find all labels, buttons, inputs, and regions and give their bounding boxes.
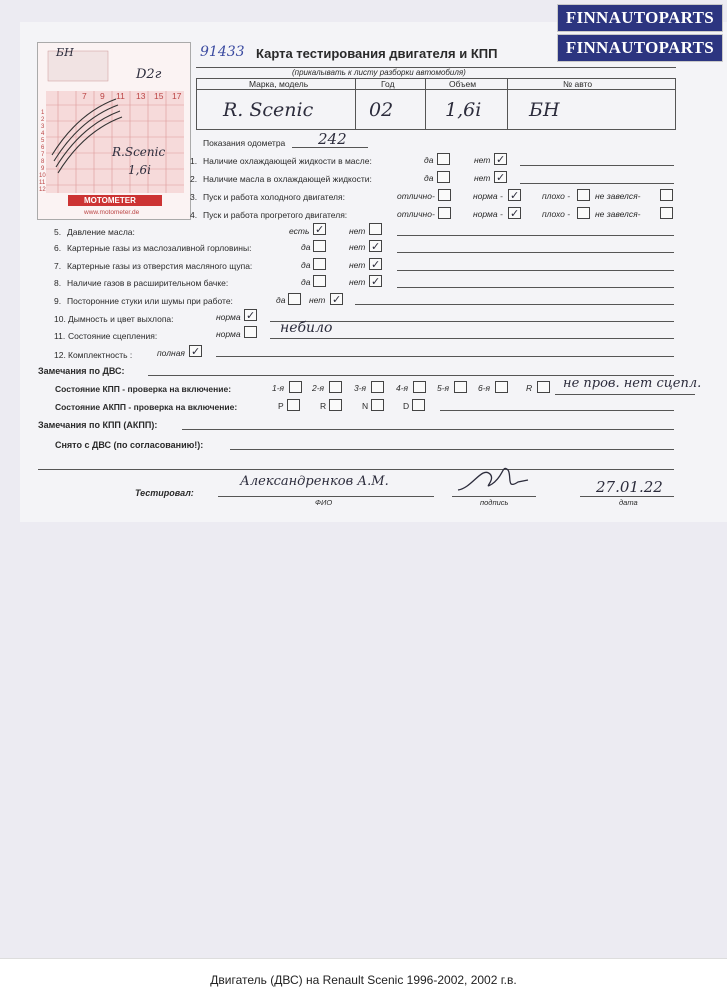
item-2-net-label: нет xyxy=(474,173,491,183)
item-1-number: 1. xyxy=(190,156,198,166)
fio-label: ФИО xyxy=(315,498,333,507)
item-9-net-checkbox[interactable] xyxy=(330,293,343,305)
item-5-net-checkbox[interactable] xyxy=(369,223,382,235)
gauge-scale-left-6: 6 xyxy=(41,145,45,151)
gauge-scale-17: 17 xyxy=(172,91,182,101)
item-4-ploho-checkbox[interactable] xyxy=(577,207,590,219)
item-7-net-label: нет xyxy=(349,260,366,270)
gauge-brand-logo: MOTOMETER xyxy=(84,196,136,205)
gauge-scale-7: 7 xyxy=(82,91,87,101)
item-2-number: 2. xyxy=(190,174,198,184)
akpp-label: Состояние АКПП - проверка на включение: xyxy=(55,402,238,412)
gauge-scale-11: 11 xyxy=(116,91,125,101)
item-6-net-label: нет xyxy=(349,242,366,252)
header-volume: Объем xyxy=(449,79,477,89)
item-8-line xyxy=(397,287,674,288)
checkmark-icon: ✓ xyxy=(510,207,520,220)
item-2-da-label: да xyxy=(424,173,434,183)
item-6-line xyxy=(397,252,674,253)
akpp-gear-n-checkbox[interactable] xyxy=(371,399,384,411)
gauge-scale-left-2: 2 xyxy=(41,117,45,123)
item-6-net-checkbox[interactable] xyxy=(369,240,382,252)
vehicle-table-divider-3 xyxy=(507,79,508,129)
item-11-norma-checkbox[interactable] xyxy=(244,326,257,338)
caption-bar xyxy=(0,958,727,1000)
gauge-scale-left-5: 5 xyxy=(41,138,45,144)
remarks-kpp-label: Замечания по КПП (АКПП): xyxy=(38,420,158,430)
item-7-net-checkbox[interactable] xyxy=(369,258,382,270)
section-rule xyxy=(38,469,674,470)
kpp-gear-6: 6-я xyxy=(478,383,491,393)
date-value: 27.01.22 xyxy=(596,478,663,496)
gauge-handwritten-model: R.Scenic xyxy=(112,145,166,159)
checkmark-icon: ✓ xyxy=(246,309,256,322)
checkmark-icon: ✓ xyxy=(496,153,506,166)
item-12-polnaya-label: полная xyxy=(157,348,185,358)
item-2-label: Наличие масла в охлаждающей жидкости: xyxy=(203,174,372,184)
akpp-line xyxy=(440,410,674,411)
vehicle-table-divider-2 xyxy=(425,79,426,129)
item-4-otlichno-label: отлично- xyxy=(397,209,435,219)
item-6-da-label: да xyxy=(301,242,311,252)
item-10-norma-label: норма xyxy=(216,312,241,322)
item-7-number: 7. xyxy=(54,261,62,271)
item-3-otlichno-label: отлично- xyxy=(397,191,435,201)
item-1-net-checkbox[interactable] xyxy=(494,153,507,165)
kpp-gear-1: 1-я xyxy=(272,383,285,393)
item-4-norma-checkbox[interactable] xyxy=(508,207,521,219)
date-label: дата xyxy=(619,498,638,507)
item-4-otlichno-checkbox[interactable] xyxy=(438,207,451,219)
removed-line xyxy=(230,449,674,450)
item-3-norma-checkbox[interactable] xyxy=(508,189,521,201)
gauge-handwritten-engine: 1,6i xyxy=(128,163,151,177)
akpp-gear-p-checkbox[interactable] xyxy=(287,399,300,411)
checkmark-icon: ✓ xyxy=(371,275,381,288)
gauge-scale-left-9: 9 xyxy=(41,166,45,172)
checkmark-icon: ✓ xyxy=(510,189,520,202)
checkmark-icon: ✓ xyxy=(496,171,506,184)
item-3-ploho-checkbox[interactable] xyxy=(577,189,590,201)
item-12-polnaya-checkbox[interactable] xyxy=(189,345,202,357)
item-4-norma-label: норма - xyxy=(473,209,503,219)
date-line xyxy=(580,496,674,497)
gauge-scale-left-10: 10 xyxy=(39,173,46,179)
item-4-ne-zavelsya-label: не завелся- xyxy=(595,209,641,219)
item-3-otlichno-checkbox[interactable] xyxy=(438,189,451,201)
item-9-da-label: да xyxy=(276,295,286,305)
item-2-da-checkbox[interactable] xyxy=(437,171,450,183)
vehicle-table xyxy=(196,78,676,130)
value-year: 02 xyxy=(369,99,394,121)
gauge-scale-left-7: 7 xyxy=(41,152,45,158)
item-3-norma-label: норма - xyxy=(473,191,503,201)
item-5-net-label: нет xyxy=(349,226,366,236)
vehicle-table-divider-1 xyxy=(355,79,356,129)
item-7-da-label: да xyxy=(301,260,311,270)
kpp-gear-3-checkbox[interactable] xyxy=(371,381,384,393)
header-auto-no: № авто xyxy=(563,79,593,89)
header-year: Год xyxy=(381,79,395,89)
gauge-scale-left-4: 4 xyxy=(41,131,45,137)
compression-gauge-card xyxy=(37,42,191,220)
removed-label: Снято с ДВС (по согласованию!): xyxy=(55,440,204,450)
item-9-line xyxy=(355,304,674,305)
kpp-label: Состояние КПП - проверка на включение: xyxy=(55,384,232,394)
kpp-gear-4-checkbox[interactable] xyxy=(413,381,426,393)
item-8-da-checkbox[interactable] xyxy=(313,275,326,287)
item-11-line xyxy=(270,338,674,339)
item-12-line xyxy=(216,356,674,357)
kpp-gear-2-checkbox[interactable] xyxy=(329,381,342,393)
akpp-gear-r-checkbox[interactable] xyxy=(329,399,342,411)
item-4-ploho-label: плохо - xyxy=(542,209,571,219)
signature-label: подпись xyxy=(480,498,509,507)
checkmark-icon: ✓ xyxy=(371,240,381,253)
fio-line xyxy=(218,496,434,497)
item-4-label: Пуск и работа прогретого двигателя: xyxy=(203,210,348,220)
item-9-number: 9. xyxy=(54,296,62,306)
item-11-norma-label: норма xyxy=(216,329,241,339)
form-number: 91433 xyxy=(200,44,245,60)
tested-label: Тестировал: xyxy=(135,488,194,498)
checkmark-icon: ✓ xyxy=(191,345,201,358)
item-10-label: Дымность и цвет выхлопа: xyxy=(68,314,174,324)
header-model: Марка, модель xyxy=(249,79,309,89)
gauge-scale-left-12: 12 xyxy=(39,187,46,193)
item-6-number: 6. xyxy=(54,243,62,253)
signature-line xyxy=(452,496,536,497)
item-8-net-checkbox[interactable] xyxy=(369,275,382,287)
odometer-value: 242 xyxy=(318,130,347,148)
item-3-number: 3. xyxy=(190,192,198,202)
item-3-ne-zavelsya-checkbox[interactable] xyxy=(660,189,673,201)
gauge-scale-left-3: 3 xyxy=(41,124,45,130)
item-8-net-label: нет xyxy=(349,277,366,287)
item-6-label: Картерные газы из маслозаливной горловины: xyxy=(67,243,252,253)
odometer-label: Показания одометра xyxy=(203,138,286,148)
kpp-gear-3: 3-я xyxy=(354,383,367,393)
item-7-line xyxy=(397,270,674,271)
gauge-chart-icon xyxy=(38,43,190,219)
kpp-gear-2: 2-я xyxy=(312,383,325,393)
item-8-label: Наличие газов в расширительном бачке: xyxy=(67,278,229,288)
kpp-note: не пров. нет сцепл. xyxy=(563,376,702,391)
kpp-gear-6-checkbox[interactable] xyxy=(495,381,508,393)
item-7-label: Картерные газы из отверстия масляного щупа: xyxy=(67,261,253,271)
form-title: Карта тестирования двигателя и КПП xyxy=(256,46,498,61)
item-1-label: Наличие охлаждающей жидкости в масле: xyxy=(203,156,372,166)
checkmark-icon: ✓ xyxy=(332,293,342,306)
value-model: R. Scenic xyxy=(223,99,314,121)
item-3-label: Пуск и работа холодного двигателя: xyxy=(203,192,345,202)
checkmark-icon: ✓ xyxy=(371,258,381,271)
akpp-gear-d-checkbox[interactable] xyxy=(412,399,425,411)
gauge-scale-left-11: 11 xyxy=(39,180,46,186)
item-2-line xyxy=(520,183,674,184)
item-1-da-checkbox[interactable] xyxy=(437,153,450,165)
item-9-da-checkbox[interactable] xyxy=(288,293,301,305)
item-11-label: Состояние сцепления: xyxy=(68,331,158,341)
gauge-scale-left-8: 8 xyxy=(41,159,45,165)
gauge-handwritten-mid: D2г xyxy=(136,67,162,82)
item-12-label: Комплектность : xyxy=(68,350,133,360)
akpp-gear-r: R xyxy=(320,401,327,411)
item-5-number: 5. xyxy=(54,227,62,237)
caption-text: Двигатель (ДВС) на Renault Scenic 1996-2002, 2002 г.в. xyxy=(210,973,517,987)
akpp-gear-n: N xyxy=(362,401,369,411)
item-9-label: Посторонние стуки или шумы при работе: xyxy=(67,296,233,306)
item-12-number: 12. xyxy=(54,350,66,360)
gauge-scale-13: 13 xyxy=(136,91,146,101)
item-8-number: 8. xyxy=(54,278,62,288)
remarks-kpp-line xyxy=(182,429,674,430)
item-8-da-label: да xyxy=(301,277,311,287)
akpp-gear-p: P xyxy=(278,401,284,411)
checkmark-icon: ✓ xyxy=(315,223,325,236)
clutch-note: небило xyxy=(280,320,333,336)
item-5-label: Давление масла: xyxy=(67,227,135,237)
watermark-bottom: FINNAUTOPARTS xyxy=(557,34,723,62)
akpp-gear-d: D xyxy=(403,401,410,411)
item-3-ploho-label: плохо - xyxy=(542,191,571,201)
kpp-gear-4: 4-я xyxy=(396,383,409,393)
remarks-engine-label: Замечания по ДВС: xyxy=(38,366,125,376)
value-auto-no: БН xyxy=(529,99,560,121)
item-10-norma-checkbox[interactable] xyxy=(244,309,257,321)
kpp-gear-r: R xyxy=(526,383,533,393)
item-5-line xyxy=(397,235,674,236)
item-4-number: 4. xyxy=(190,210,198,220)
item-11-number: 11. xyxy=(54,331,66,341)
tester-name: Александренков А.М. xyxy=(240,474,389,489)
gauge-handwritten-top: БН xyxy=(56,46,74,59)
form-subtitle: (прикалывать к листу разборки автомобиля) xyxy=(292,68,466,77)
item-1-da-label: да xyxy=(424,155,434,165)
gauge-scale-15: 15 xyxy=(154,91,164,101)
value-volume: 1,6i xyxy=(445,99,482,121)
kpp-gear-5-checkbox[interactable] xyxy=(454,381,467,393)
item-1-net-label: нет xyxy=(474,155,491,165)
item-1-line xyxy=(520,165,674,166)
item-6-da-checkbox[interactable] xyxy=(313,240,326,252)
item-9-net-label: нет xyxy=(309,295,326,305)
kpp-gear-r-checkbox[interactable] xyxy=(537,381,550,393)
item-10-number: 10. xyxy=(54,314,66,324)
kpp-gear-5: 5-я xyxy=(437,383,450,393)
vehicle-table-header-rule xyxy=(197,89,675,90)
signature-icon xyxy=(452,460,532,496)
item-5-est-label: есть xyxy=(289,226,310,236)
watermark-top: FINNAUTOPARTS xyxy=(557,4,723,32)
item-2-net-checkbox[interactable] xyxy=(494,171,507,183)
item-3-ne-zavelsya-label: не завелся- xyxy=(595,191,641,201)
gauge-website: www.motometer.de xyxy=(84,209,140,216)
item-4-ne-zavelsya-checkbox[interactable] xyxy=(660,207,673,219)
gauge-scale-left-1: 1 xyxy=(41,110,45,116)
item-7-da-checkbox[interactable] xyxy=(313,258,326,270)
gauge-scale-9: 9 xyxy=(100,91,105,101)
kpp-gear-1-checkbox[interactable] xyxy=(289,381,302,393)
kpp-line xyxy=(555,394,695,395)
item-5-est-checkbox[interactable] xyxy=(313,223,326,235)
